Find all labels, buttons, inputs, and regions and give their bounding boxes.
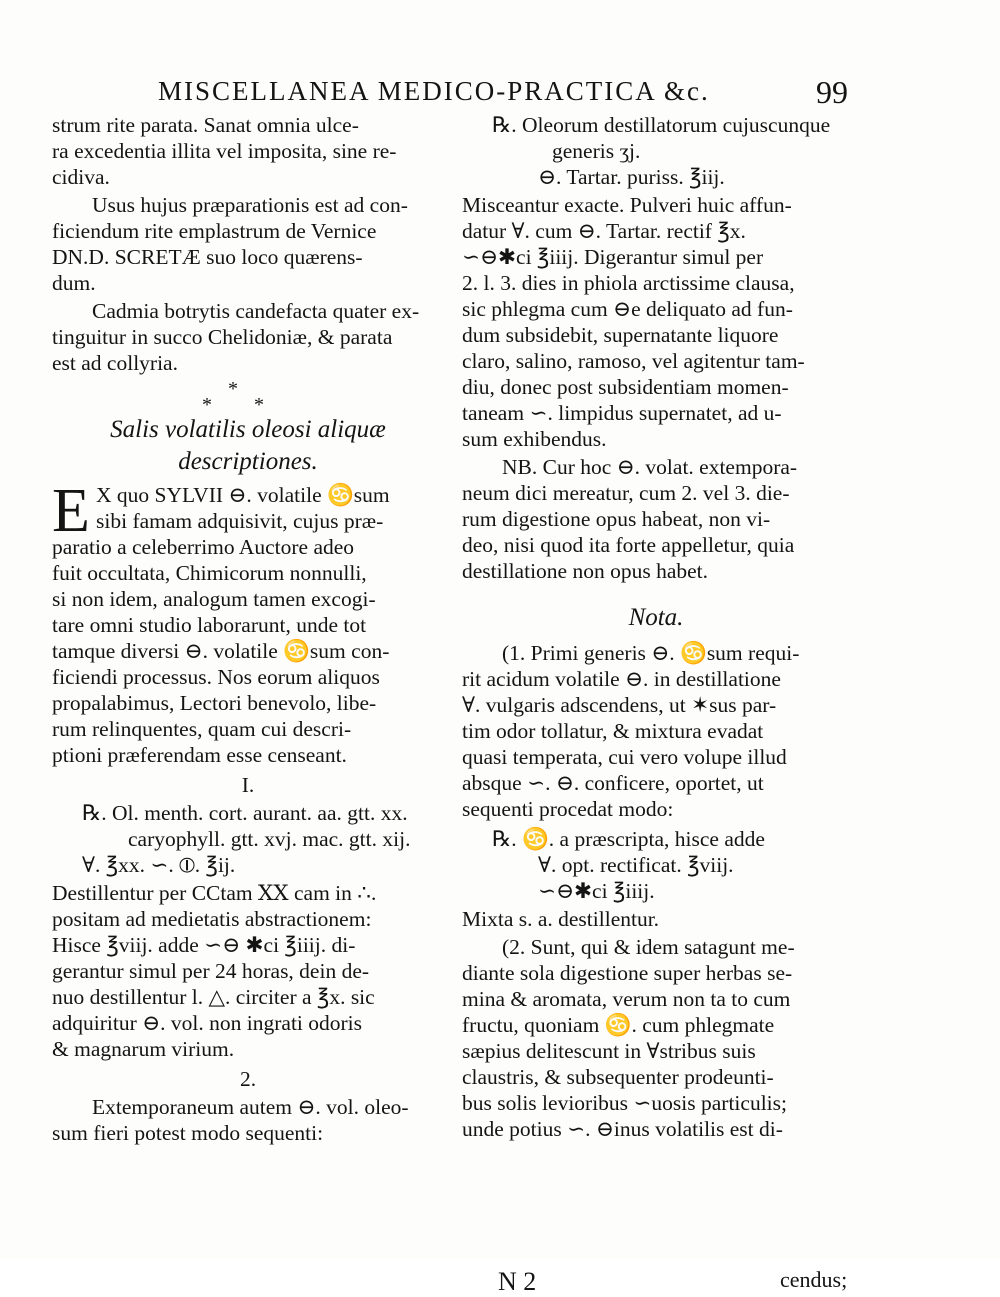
text-line: (2. Sunt, qui & idem satagunt me- <box>502 935 795 959</box>
text-line: sum exhibendus. <box>462 427 607 451</box>
section-heading: Salis volatilis oleosi aliquæ <box>110 416 386 443</box>
recipe-line: caryophyll. gtt. xvj. mac. gtt. xij. <box>128 827 411 851</box>
text-line: NB. Cur hoc ⊖. volat. extempora- <box>502 455 798 479</box>
text-line: nuo destillentur l. △. circiter a ℥x. sic <box>52 985 375 1009</box>
recipe-line: ℞. Oleorum destillatorum cujuscunque <box>492 113 831 137</box>
text-line: paratio a celeberrimo Auctore adeo <box>52 535 355 559</box>
text-line: claro, salino, ramoso, vel agitentur tam- <box>462 349 805 373</box>
text-line: tamque diversi ⊖. volatile ♋sum con- <box>52 639 390 663</box>
text-line: deo, nisi quod ita forte appelletur, quia <box>462 533 795 557</box>
text-line: est ad collyria. <box>52 351 178 375</box>
text-line: ficiendum rite emplastrum de Vernice <box>52 219 377 243</box>
nota-heading: Nota. <box>628 604 684 631</box>
text-line: fuit occultata, Chimicorum nonnulli, <box>52 561 367 585</box>
text-line: Mixta s. a. destillentur. <box>462 907 660 931</box>
text-line: cidiva. <box>52 165 110 189</box>
text-line: fructu, quoniam ♋. cum phlegmate <box>462 1013 775 1037</box>
text-line: Extemporaneum autem ⊖. vol. oleo- <box>92 1095 409 1119</box>
text-line: rit acidum volatile ⊖. in destillatione <box>462 667 781 691</box>
recipe-line: generis ʒj. <box>552 139 641 163</box>
text-line: adquiritur ⊖. vol. non ingrati odoris <box>52 1011 363 1035</box>
recipe-line: ∀. opt. rectificat. ℥viij. <box>538 853 734 877</box>
text-line: sibi famam adquisivit, cujus præ- <box>96 509 384 533</box>
text-line: (1. Primi generis ⊖. ♋sum requi- <box>502 641 800 665</box>
catchword: cendus; <box>780 1267 848 1292</box>
text-line: datur ∀. cum ⊖. Tartar. rectif ℥x. <box>462 219 746 243</box>
text-line: neum dici mereatur, cum 2. vel 3. die- <box>462 481 790 505</box>
text-line: Destillentur per CCtam ⅩⅩ cam in ∴. <box>52 881 377 905</box>
text-line: Hisce ℥viij. adde ∽⊖ ✱ci ℥iiij. di- <box>52 933 356 957</box>
text-line: Usus hujus præparationis est ad con- <box>92 193 408 217</box>
text-line: bus solis levioribus ∽uosis particulis; <box>462 1091 787 1115</box>
signature-mark: N 2 <box>498 1267 537 1296</box>
recipe-line: ∀. ℥xx. ∽. ⦶. ℥ij. <box>82 853 236 877</box>
text-line: si non idem, analogum tamen excogi- <box>52 587 376 611</box>
text-line: ptioni præferendam esse censeant. <box>52 743 347 767</box>
text-line: ∀. vulgaris adscendens, ut ✶sus par- <box>462 693 777 717</box>
text-line: propalabimus, Lectori benevolo, libe- <box>52 691 377 715</box>
section-number: 2. <box>239 1067 257 1091</box>
text-line: X quo SYLVII ⊖. volatile ♋sum <box>96 483 390 507</box>
text-line: claustris, & subsequenter prodeunti- <box>462 1065 774 1089</box>
text-line: unde potius ∽. ⊖inus volatilis est di- <box>462 1117 783 1141</box>
asterism-star: * <box>202 394 212 416</box>
text-line: dum. <box>52 271 96 295</box>
text-line: sæpius delitescunt in ∀stribus suis <box>462 1039 756 1063</box>
text-line: sequenti procedat modo: <box>462 797 674 821</box>
drop-cap: E <box>52 477 90 545</box>
text-line: 2. l. 3. dies in phiola arctissime clausa, <box>462 271 795 295</box>
text-line: rum relinquentes, quam cui descri- <box>52 717 352 741</box>
section-ornament <box>192 378 292 418</box>
text-line: absque ∽. ⊖. conficere, oportet, ut <box>462 771 764 795</box>
text-line: diu, donec post subsidentiam momen- <box>462 375 789 399</box>
text-line: mina & aromata, verum non ta to cum <box>462 987 791 1011</box>
asterism-star: * <box>254 394 264 416</box>
recipe-line: ⊖. Tartar. puriss. ℥iij. <box>538 165 725 189</box>
text-line: DN.D. SCRETÆ suo loco quærens- <box>52 245 363 269</box>
recipe-line: ∽⊖✱ci ℥iiij. <box>538 879 655 903</box>
text-line: destillatione non opus habet. <box>462 559 709 583</box>
running-head <box>150 76 850 116</box>
page-number: 99 <box>816 74 848 110</box>
recipe-line: ℞. Ol. menth. cort. aurant. aa. gtt. xx. <box>82 801 408 825</box>
asterism-star: * <box>228 378 238 400</box>
text-line: ∽⊖✱ci ℥iiij. Digerantur simul per <box>462 245 764 269</box>
text-line: positam ad medietatis abstractionem: <box>52 907 372 931</box>
text-line: taneam ∽. limpidus supernatet, ad u- <box>462 401 782 425</box>
recipe-line: ℞. ♋. a præscripta, hisce adde <box>492 827 765 851</box>
text-line: Misceantur exacte. Pulveri huic affun- <box>462 193 792 217</box>
text-line: sic phlegma cum ⊖e deliquato ad fun- <box>462 297 793 321</box>
section-heading: descriptiones. <box>178 448 318 475</box>
text-line: ra excedentia illita vel imposita, sine re- <box>52 139 397 163</box>
text-line: quasi temperata, cui vero volupe illud <box>462 745 787 769</box>
text-line: & magnarum virium. <box>52 1037 235 1061</box>
text-line: rum digestione opus habeat, non vi- <box>462 507 771 531</box>
text-line: tim odor tollatur, & mixtura evadat <box>462 719 764 743</box>
text-line: strum rite parata. Sanat omnia ulce- <box>52 113 359 137</box>
text-line: diante sola digestione super herbas se- <box>462 961 793 985</box>
text-line: Cadmia botrytis candefacta quater ex- <box>92 299 420 323</box>
text-line: sum fieri potest modo sequenti: <box>52 1121 324 1145</box>
text-line: ficiendi processus. Nos eorum aliquos <box>52 665 380 689</box>
text-line: gerantur simul per 24 horas, dein de- <box>52 959 370 983</box>
running-title: MISCELLANEA MEDICO-PRACTICA &c. <box>158 76 710 106</box>
text-line: dum subsidebit, supernatante liquore <box>462 323 779 347</box>
text-line: tare omni studio laborarunt, unde tot <box>52 613 367 637</box>
text-line: tinguitur in succo Chelidoniæ, & parata <box>52 325 393 349</box>
section-number: I. <box>241 773 255 797</box>
